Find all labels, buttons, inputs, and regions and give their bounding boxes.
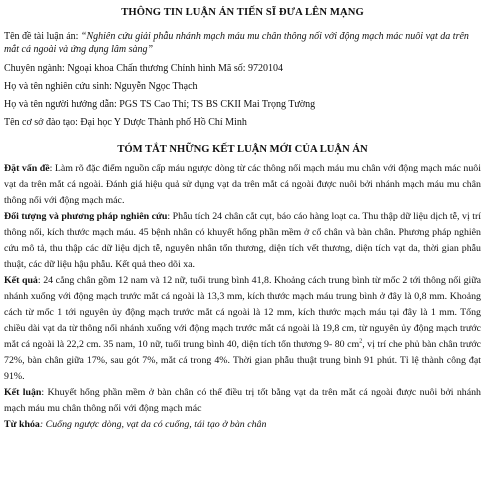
advisors-line: Họ và tên người hướng dẫn: PGS TS Cao Thỉ; TS BS CKII Mai Trọng Tường bbox=[4, 99, 316, 110]
results-text-1: : 24 cẳng chân gồm 12 nam và 12 nữ, tuổi trung bình 41,8. Khoảng cách trung bình từ mốc 2 tới thông nối giữa nhánh xuống với động mạch trước mắt cá ngoài là 13,3 mm, kích thước mạch máu trung bình ở đây là 0,8 mm. Khoảng cách từ mốc 1 tới nguyên ủy động mạch trước mắt cá ngoài là 12 mm, kích thước mạch máu tại đây là 1 mm. Tổng chiều dài vạt da từ thông nối nhánh xuống với động mạch trước mắt cá ngoài là 19,8 cm, từ nguyên ủy động mạch trước mắt cá ngoài là 22,2 cm. 35 nam, 10 nữ, tuổi trung bình 40, diện tích tổn thương 9- 80 cm bbox=[4, 275, 481, 350]
problem-label: Đặt vấn đề bbox=[4, 163, 50, 174]
specialty-line: Chuyên ngành: Ngoại khoa Chấn thương Chỉnh hình Mã số: 9720104 bbox=[4, 63, 284, 74]
problem-text: : Làm rõ đặc điểm nguồn cấp máu ngược dòng từ các thông nối mạch máu mu chân với động mạch mác nuôi vạt da trên mắt cá ngoài. Đánh giá hiệu quả sử dụng vạt da trên mắt cá ngoài được nuôi bởi nhánh mạch máu mu chân thông nối với động mạch mác. bbox=[4, 163, 481, 206]
thesis-title-value: “Nghiên cứu giải phẫu nhánh mạch máu mu chân thông nối với động mạch mác nuôi vạt da trên mắt cá ngoài và ứng dụng lâm sàng” bbox=[4, 31, 469, 55]
keywords-text: : Cuống ngược dòng, vạt da có cuống, tái tạo ở bàn chân bbox=[39, 419, 267, 430]
thesis-title-line bbox=[4, 30, 481, 56]
problem-paragraph bbox=[4, 161, 481, 209]
researcher-line: Họ và tên nghiên cứu sinh: Nguyễn Ngọc Thạch bbox=[4, 81, 198, 92]
methods-label: Đối tượng và phương pháp nghiên cứu bbox=[4, 211, 168, 222]
results-paragraph bbox=[4, 273, 481, 385]
summary-title: TÓM TẮT NHỮNG KẾT LUẬN MỚI CỦA LUẬN ÁN bbox=[117, 144, 368, 155]
institution-line: Tên cơ sở đào tạo: Đại học Y Dược Thành phố Hồ Chí Minh bbox=[4, 117, 247, 128]
thesis-title-label: Tên đề tài luận án: bbox=[4, 31, 81, 42]
summary-section bbox=[4, 161, 481, 433]
methods-text: : Phẫu tích 24 chân cắt cụt, báo cáo hàng loạt ca. Thu thập dữ liệu dịch tễ, vị trí thông nối, kích thước mạch máu. 45 bệnh nhân có khuyết hổng phần mềm ở cổ chân và bàn chân. Phương pháp nghiên cứu mô tả, thu thập các dữ liệu dịch tễ, nguyên nhân tổn thương, diện tích vết thương, diện tích vạt da, thời gian phẫu thuật, các dữ liệu hậu phẫu. Kết quả theo dõi xa. bbox=[4, 211, 481, 270]
document-title: THÔNG TIN LUẬN ÁN TIẾN SĨ ĐƯA LÊN MẠNG bbox=[121, 7, 364, 18]
results-text-2: , vị trí che phủ bàn chân trước 72%, bàn chân giữa 17%, sau gót 7%, mắt cá trong 4%. Thời gian phẫu thuật trung bình 91 phút. Tỉ lệ thành công đạt 91%. bbox=[4, 339, 481, 382]
results-superscript: 2 bbox=[359, 338, 363, 345]
conclusion-paragraph bbox=[4, 385, 481, 417]
keywords-label: Từ khóa bbox=[4, 419, 40, 430]
conclusion-label: Kết luận bbox=[4, 387, 42, 398]
conclusion-text: : Khuyết hổng phần mềm ở bàn chân có thể điều trị tốt bằng vạt da trên mắt cá ngoài được nuôi bởi nhánh mạch máu mu chân thông nối với động mạch mác bbox=[4, 387, 481, 414]
results-label: Kết quả bbox=[4, 275, 38, 286]
keywords-paragraph bbox=[4, 417, 481, 433]
methods-paragraph bbox=[4, 209, 481, 273]
thesis-info-section bbox=[4, 30, 481, 132]
